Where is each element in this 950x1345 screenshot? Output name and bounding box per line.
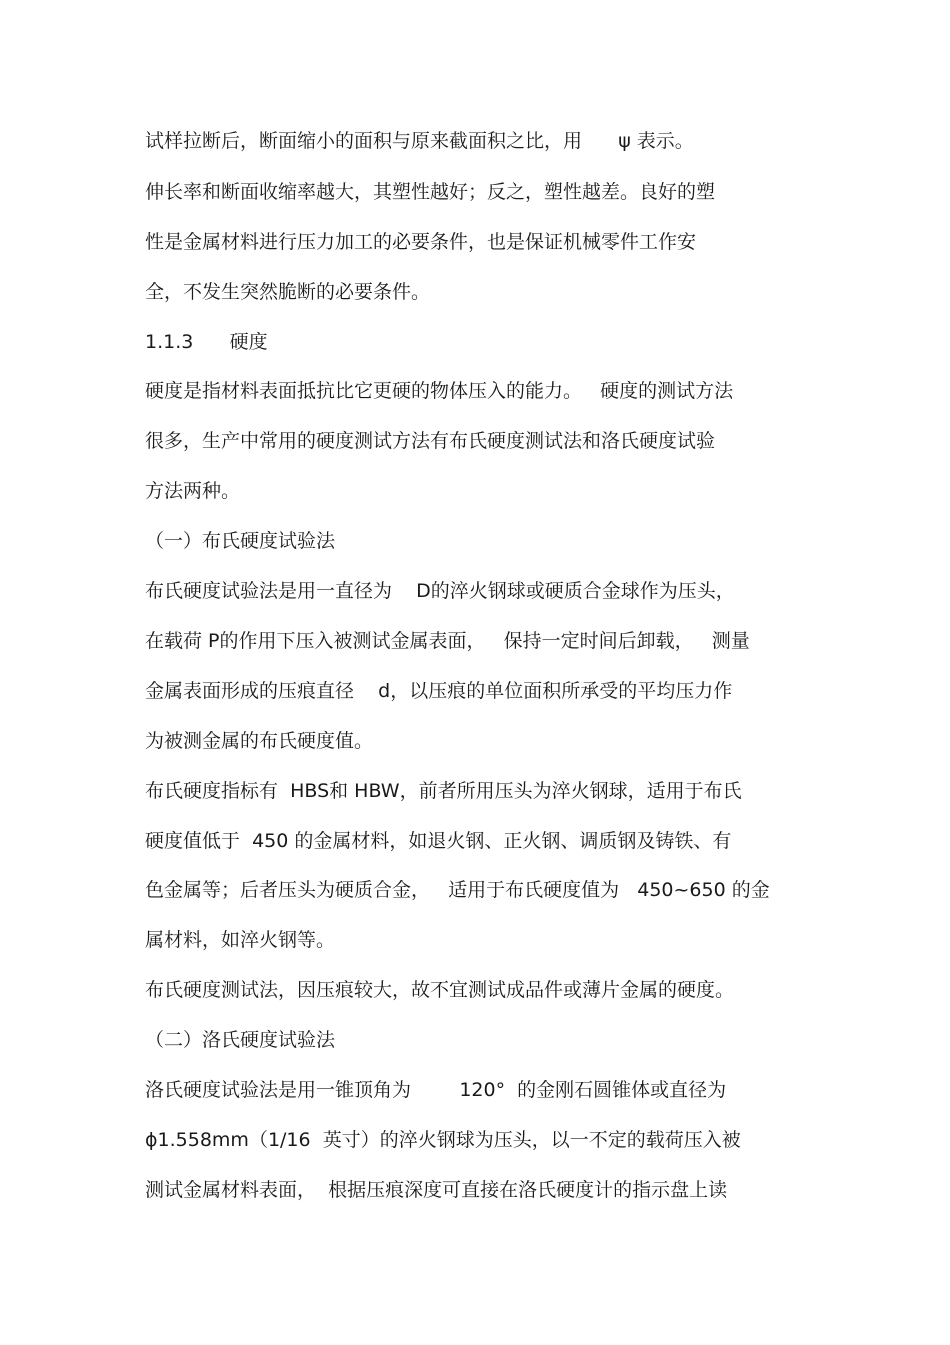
paragraph-line: 洛氏硬度试验法是用一锥顶角为 120° 的金刚石圆锥体或直径为	[145, 1079, 727, 1101]
paragraph-line: 性是金属材料进行压力加工的必要条件，也是保证机械零件工作安	[145, 231, 697, 253]
section-heading: 1.1.3 硬度	[145, 331, 268, 353]
paragraph-line: 为被测金属的布氏硬度值。	[145, 730, 374, 752]
paragraph-line: 布氏硬度指标有 HBS和 HBW，前者所用压头为淬火钢球，适用于布氏	[145, 780, 742, 802]
paragraph-line: 伸长率和断面收缩率越大，其塑性越好；反之，塑性越差。良好的塑	[145, 181, 716, 203]
paragraph-line: 硬度是指材料表面抵抗比它更硬的物体压入的能力。 硬度的测试方法	[145, 380, 734, 402]
paragraph-line: 硬度值低于 450 的金属材料，如退火钢、正火钢、调质钢及铸铁、有	[145, 830, 732, 852]
paragraph-line: 全，不发生突然脆断的必要条件。	[145, 281, 431, 303]
paragraph-line: ϕ1.558mm（1/16 英寸）的淬火钢球为压头，以一不定的载荷压入被	[145, 1129, 741, 1151]
paragraph-line: 金属表面形成的压痕直径 d，以压痕的单位面积所承受的平均压力作	[145, 680, 733, 702]
paragraph-line: 试样拉断后，断面缩小的面积与原来截面积之比，用 ψ 表示。	[145, 130, 694, 152]
paragraph-line: 色金属等；后者压头为硬质合金， 适用于布氏硬度值为 450~650 的金	[145, 879, 770, 901]
paragraph-line: 在载荷 P的作用下压入被测试金属表面， 保持一定时间后卸载， 测量	[145, 630, 750, 652]
paragraph-line: 方法两种。	[145, 480, 241, 502]
paragraph-line: 属材料，如淬火钢等。	[145, 929, 336, 951]
subsection-heading: （二）洛氏硬度试验法	[145, 1029, 336, 1051]
paragraph-line: 布氏硬度测试法，因压痕较大，故不宜测试成品件或薄片金属的硬度。	[145, 979, 735, 1001]
paragraph-line: 测试金属材料表面， 根据压痕深度可直接在洛氏硬度计的指示盘上读	[145, 1179, 728, 1201]
subsection-heading: （一）布氏硬度试验法	[145, 530, 336, 552]
paragraph-line: 布氏硬度试验法是用一直径为 D的淬火钢球或硬质合金球作为压头，	[145, 580, 735, 602]
paragraph-line: 很多，生产中常用的硬度测试方法有布氏硬度测试法和洛氏硬度试验	[145, 430, 716, 452]
